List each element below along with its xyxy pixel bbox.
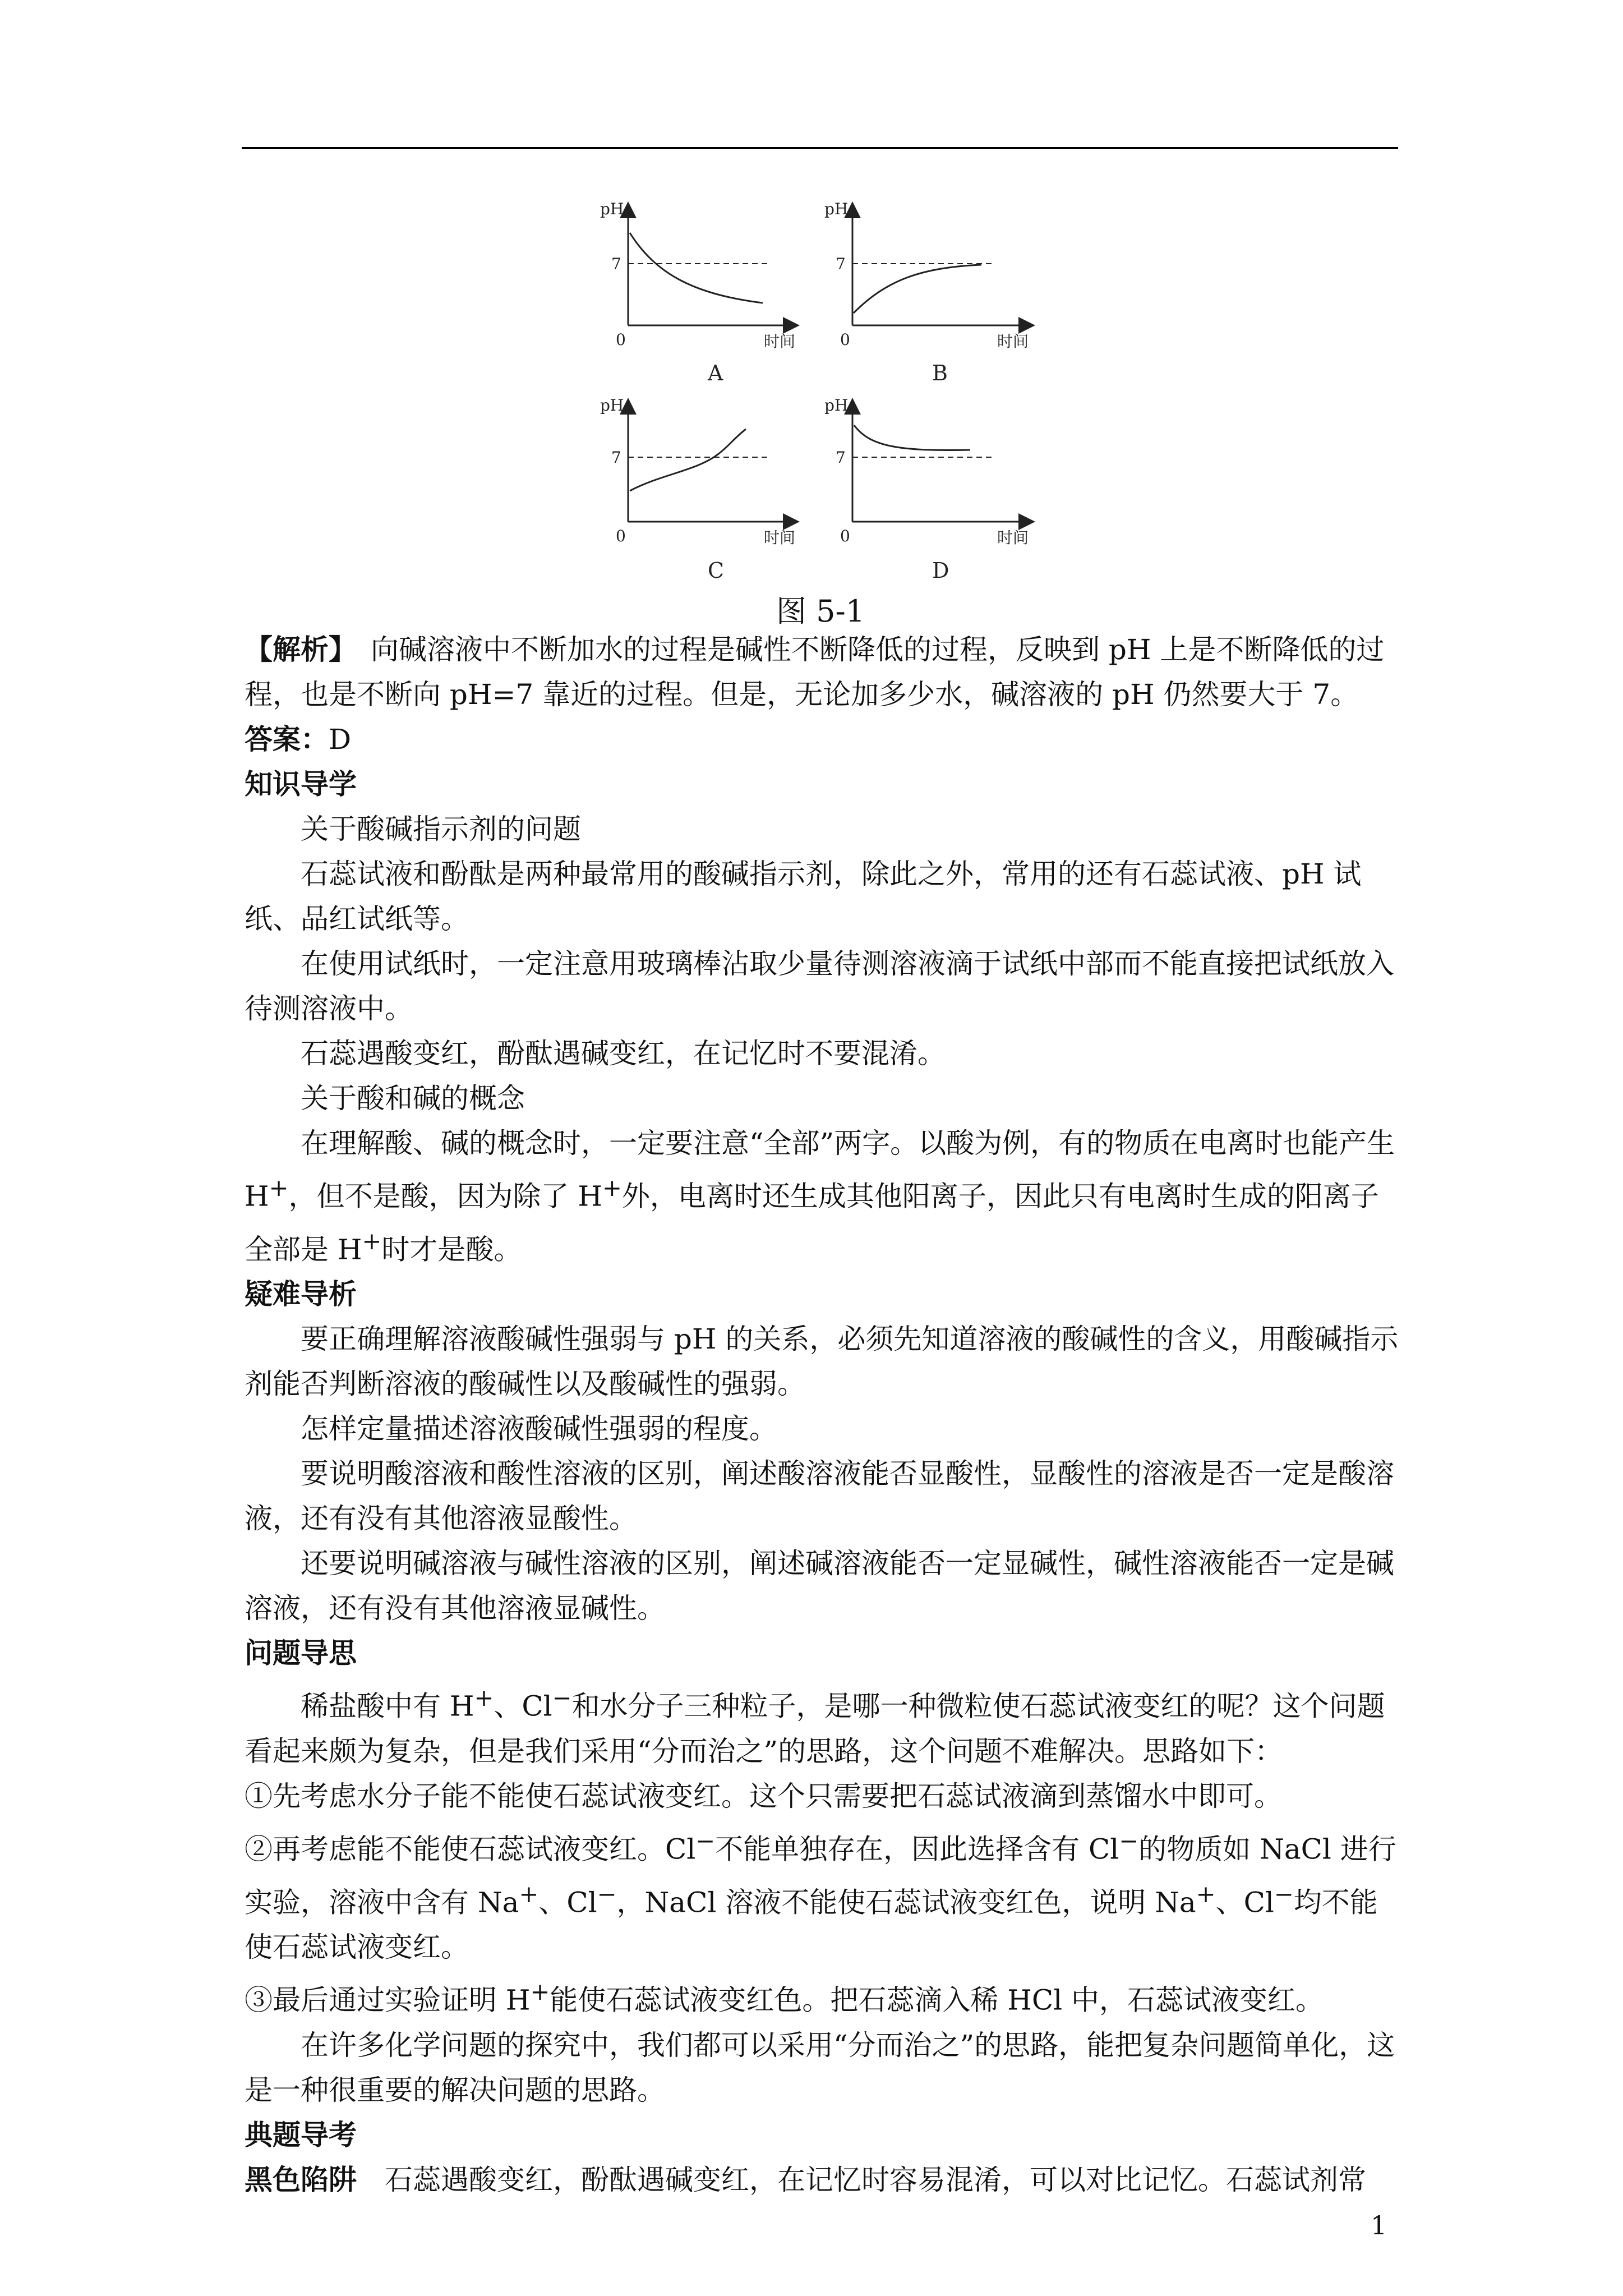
panel-b-ylabel: pH — [824, 200, 849, 218]
panel-d-ylabel: pH — [824, 396, 849, 415]
panel-a-axes — [628, 205, 796, 325]
step-2 — [245, 1819, 1405, 1970]
panel-b-curve — [854, 265, 981, 313]
ph-curves-diagram — [583, 191, 1054, 583]
paragraph: 怎样定量描述溶液酸碱性强弱的程度。 — [301, 1412, 777, 1446]
text-run: 稀盐酸中有 H — [301, 1690, 474, 1723]
panel-a-zero: 0 — [616, 330, 626, 349]
superscript: + — [474, 1684, 494, 1712]
superscript: + — [362, 1227, 382, 1255]
text-run: 能使石蕊试液变红色。把石蕊滴入稀 HCl 中，石蕊试液变红。 — [550, 1984, 1324, 2017]
text-run: ，NaCl 溶液不能使石蕊试液变红色，说明 Na — [616, 1886, 1196, 1919]
panel-d-letter: D — [932, 558, 949, 583]
panel-b-axes — [852, 205, 1032, 325]
text-run: 、Cl — [1215, 1886, 1274, 1919]
superscript: − — [1119, 1826, 1139, 1855]
text-run: 、Cl — [538, 1886, 597, 1919]
trap-label: 黑色陷阱 — [245, 2162, 357, 2196]
paragraph: 石蕊试液和酚酞是两种最常用的酸碱指示剂，除此之外，常用的还有石蕊试液、pH 试纸、品红试纸等。 — [245, 858, 1362, 935]
panel-c-zero: 0 — [616, 527, 626, 545]
superscript: − — [597, 1880, 617, 1908]
paragraph: 关于酸和碱的概念 — [301, 1082, 525, 1115]
panel-c-ylabel: pH — [600, 396, 624, 415]
text-run: ，但不是酸，因为除了 H — [288, 1180, 603, 1213]
header-rule — [242, 147, 1398, 149]
panel-c-axes — [628, 401, 796, 522]
paragraph: 还要说明碱溶液与碱性溶液的区别，阐述碱溶液能否一定显碱性，碱性溶液能否一定是碱溶液，还有没有其他溶液显碱性。 — [245, 1547, 1394, 1625]
section-title-exam: 典题导考 — [245, 2118, 357, 2151]
panel-b-zero: 0 — [840, 330, 850, 349]
paragraph: 在许多化学问题的探究中，我们都可以采用“分而治之”的思路，能把复杂问题简单化，这是一种很重要的解决问题的思路。 — [245, 2028, 1395, 2106]
text-run: ②再考虑能不能使石蕊试液变红。Cl — [245, 1833, 696, 1866]
step-1: ①先考虑水分子能不能使石蕊试液变红。这个只需要把石蕊试液滴到蒸馏水中即可。 — [245, 1779, 1282, 1812]
superscript: − — [552, 1684, 572, 1712]
answer-line — [245, 717, 1405, 762]
section-title-knowledge: 知识导学 — [245, 767, 357, 800]
paragraph: 要说明酸溶液和酸性溶液的区别，阐述酸溶液能否显酸性，显酸性的溶液是否一定是酸溶液，还有没有其他溶液显酸性。 — [245, 1457, 1394, 1535]
panel-b-xlabel: 时间 — [997, 332, 1029, 351]
text-run: 均不能使石蕊试液变红。 — [245, 1886, 1378, 1964]
paragraph: 在使用试纸时，一定注意用玻璃棒沾取少量待测溶液滴于试纸中部而不能直接把试纸放入待测溶液中。 — [245, 947, 1394, 1025]
analysis-paragraph — [245, 627, 1405, 717]
superscript: − — [1274, 1880, 1294, 1908]
panel-b-seven: 7 — [836, 255, 846, 273]
analysis-label: 【解析】 — [245, 633, 343, 666]
text-run: 的物质如 NaCl 进行实验，溶液中含有 Na — [245, 1833, 1396, 1919]
text-run: 时才是酸。 — [381, 1233, 522, 1266]
text-run: 在理解酸、碱的概念时，一定要注意“全部”两字。以酸为例，有的物质在电离时也能产生 H — [245, 1127, 1395, 1213]
text-run: ③最后通过实验证明 H — [245, 1984, 531, 2017]
superscript: − — [695, 1826, 716, 1855]
analysis-text: 向碱溶液中不断加水的过程是碱性不断降低的过程，反映到 pH 上是不断降低的过程，也是不断向 pH=7 靠近的过程。但是，无论加多少水，碱溶液的 pH 仍然要大于 7。 — [245, 633, 1385, 711]
page-number: 1 — [1371, 2210, 1387, 2240]
superscript: + — [519, 1880, 539, 1908]
figure-5-1 — [583, 191, 1054, 586]
panel-a-xlabel: 时间 — [764, 332, 796, 351]
panel-b-letter: B — [932, 361, 948, 385]
trap-paragraph — [245, 2157, 1405, 2202]
superscript: + — [269, 1174, 289, 1202]
panel-a-ylabel: pH — [600, 200, 624, 218]
paragraph: 要正确理解溶液酸碱性强弱与 pH 的关系，必须先知道溶液的酸碱性的含义，用酸碱指示剂能否判断溶液的酸碱性以及酸碱性的强弱。 — [245, 1323, 1399, 1401]
panel-c-seven: 7 — [611, 448, 621, 467]
superscript: + — [1196, 1880, 1216, 1908]
panel-a-seven: 7 — [611, 255, 621, 273]
panel-d-axes — [852, 401, 1032, 522]
panel-d-seven: 7 — [836, 448, 846, 467]
answer-value: D — [329, 723, 352, 756]
text-run: 、Cl — [494, 1690, 552, 1723]
figure-caption: 图 5-1 — [776, 593, 865, 629]
panel-d-curve — [854, 425, 970, 450]
panel-d-xlabel: 时间 — [997, 528, 1029, 547]
panel-a-letter: A — [708, 361, 723, 385]
trap-text: 石蕊遇酸变红，酚酞遇碱变红，在记忆时容易混淆，可以对比记忆。石蕊试剂常 — [357, 2163, 1366, 2196]
paragraph: 石蕊遇酸变红，酚酞遇碱变红，在记忆时不要混淆。 — [301, 1037, 946, 1070]
step-3 — [245, 1970, 1405, 2023]
superscript: + — [602, 1174, 622, 1202]
panel-a-curve — [630, 233, 763, 303]
panel-c-xlabel: 时间 — [764, 528, 796, 547]
paragraph — [245, 1121, 1405, 1272]
panel-c-letter: C — [708, 558, 725, 583]
text-run: 不能单独存在，因此选择含有 Cl — [715, 1833, 1119, 1866]
answer-label: 答案： — [245, 723, 329, 756]
document-body — [245, 627, 1405, 2202]
paragraph — [245, 1676, 1405, 1774]
text-run: 外，电离时还生成其他阳离子，因此只有电离时生成的阳离子全部是 H — [245, 1180, 1379, 1266]
panel-d-zero: 0 — [840, 527, 850, 545]
superscript: + — [530, 1978, 550, 2006]
section-title-difficulty: 疑难导析 — [245, 1277, 357, 1311]
text-run: 和水分子三种粒子，是哪一种微粒使石蕊试液变红的呢？这个问题看起来颇为复杂，但是我们采用“分而治之”的思路，这个问题不难解决。思路如下： — [245, 1690, 1385, 1768]
panel-c-curve — [630, 429, 746, 491]
section-title-question: 问题导思 — [245, 1636, 357, 1670]
paragraph: 关于酸碱指示剂的问题 — [301, 813, 581, 845]
